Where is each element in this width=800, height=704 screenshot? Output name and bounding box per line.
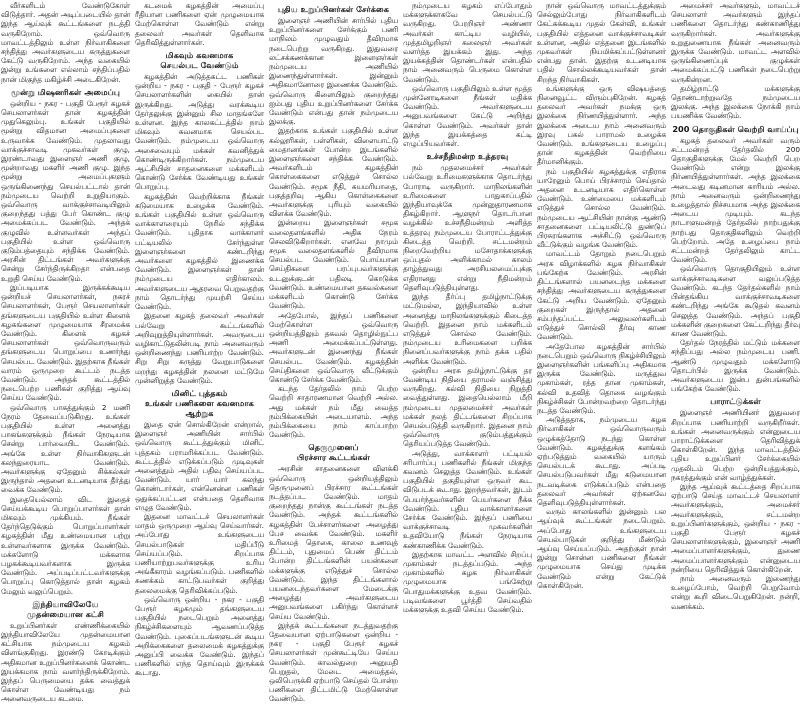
- article-paragraph: இந்த தீர்ப்பு தமிழ்நாட்டுக்கு மட்டுமல்ல, இந்தியாவில் உள்ள அனைத்து மாநிலங்களுக்கும் கிடைத்த வெற்றி. இதனை நாம் மக்களிடம் எடுத்துச் சொல்ல வேண்டும். நம்முடைய உரிமைகளை பறிக்க நினைப்பவர்களுக்கு நாம் தக்க பதில் அளிக்க வேண்டும்.: [403, 292, 532, 366]
- subheading-line: புதிய உறுப்பினர்கள் சேர்க்கை: [277, 4, 390, 14]
- article-paragraph: வரும் காலங்களில் இன்னும் பல ஆய்வுக் கூட்டங்கள் நடைபெறும். அப்போது உங்களுடைய செயல்பாடுகள் குறித்து மீண்டும் ஆய்வு செய்யப்படும். அதற்குள் நான் இன்று சொன்ன பணிகளை நீங்கள் முழுமையாக செய்து முடிக்க வேண்டும் என்று கேட்டுக் கொள்கிறேன்.: [537, 507, 666, 590]
- subheading: [135, 388, 264, 418]
- text-column-2: [135, 0, 264, 678]
- subheading-line: உச்சநீதிமன்ற உத்தரவு: [426, 151, 509, 162]
- text-column-1: [1, 0, 130, 704]
- article-paragraph: தேர்தல் நேரத்தில் மட்டும் மக்களை சந்திப்பது அல்ல நம்முடைய பணி. ஆண்டு முழுவதும் மக்களோடு தொடர்பில் இருக்க வேண்டும். அவர்களுடைய இன்ப துன்பங்களில் பங்கேற்க வேண்டும்.: [671, 338, 800, 394]
- text-column-5: [537, 0, 666, 590]
- article-paragraph: தமிழ்நாட்டு மக்களுக்கு தொண்டாற்றுவதே நம்முடைய இலக்கு. அந்த இலக்கை நோக்கி நாம் பயணிக்க வேண்டும்.: [671, 83, 800, 121]
- subheading-line: செயல்பட வேண்டும்: [160, 60, 239, 71]
- article-paragraph: இந்த ஆய்வுக் கூட்டத்தை சிறப்பாக ஏற்பாடு செய்த மாவட்டச் செயலாளர் அவர்களுக்கும், அமைச்சர் அவர்களுக்கும், சட்டமன்ற உறுப்பினர்களுக்கும், ஒன்றிய - நகர - பகுதி பேரூர் கழகச் செயலாளர்களுக்கும், இளைஞர் அணி அமைப்பாளர்களுக்கும், துணை அமைப்பாளர்களுக்கும் என்னுடைய நன்றியை தெரிவித்துக் கொள்கிறேன்.: [671, 481, 800, 574]
- subheading-line: மினிட் புத்தகம்: [171, 387, 228, 398]
- article-paragraph: உறுப்பினர்கள் எண்ணிக்கையில் இந்தியாவிலேயே முதன்மையான கட்சியாக நம்முடைய கழகம் விளங்குகிறது. இரண்டு கோடிக்கும் அதிகமான உறுப்பினர்களைக் கொண்ட இயக்கமாக நாம் வளர்ந்திருக்கிறோம். இந்தப் பெருமையை தக்க வைத்துக் கொள்ள வேண்டியது நம் அனைவருடைய கடமை.: [1, 620, 130, 704]
- article-paragraph: ஒன்றிய - நகர - பகுதி பேரூர் கழகச் செயலாளர்கள் தான் கழகத்தின் முதுகெலும்பு. உங்கள் பகுதியில் மூன்று விதமான அமைப்புகளை உருவாக்க வேண்டும். முதலாவது வாக்குச்சாவடி முகவர்கள் குழு, இரண்டாவது இளைஞர் அணி குழு, மூன்றாவது மகளிர் அணி குழு. இந்த மூன்று அமைப்புகளும் ஒருங்கிணைந்து செயல்பட்டால் தான் நம்முடைய வெற்றி உறுதியாகும். ஒவ்வொரு வாக்குச்சாவடியிலும் குறைந்தது பத்து பேர் கொண்ட குழு அமைக்கப்பட வேண்டும். அந்தக் குழுவில் உள்ளவர்கள் அந்தப் பகுதியில் உள்ள ஒவ்வொரு குடும்பத்தையும் சந்திக்க வேண்டும். அரசின் திட்டங்கள் அவர்களுக்கு சென்று சேர்ந்திருக்கிறதா என்பதை உறுதி செய்ய வேண்டும்.: [1, 98, 130, 283]
- article-paragraph: அமைச்சர் அவர்களும், மாவட்டச் செயலாளர் அவர்களும் இந்தப் பணிகளை தொடர்ந்து கண்காணித்து வருகிறார்கள். அவர்களுக்கு உறுதுணையாக நீங்கள் அனைவரும் இருக்க வேண்டும். மாவட்ட அளவில் ஒருங்கிணைப்புக் குழுக்கள் அமைக்கப்பட்டு பணிகள் நடைபெற்று வருகின்றன.: [671, 1, 800, 84]
- subheading-line: 200 தொகுதிகள் வெற்றி வாய்ப்பு: [672, 123, 799, 134]
- article-paragraph: அடுத்ததாக, நம்முடைய கழக நிர்வாகிகள் ஒவ்வொருவரும் ஒழுக்கத்தோடு நடந்து கொள்ள வேண்டும். கழகத்துக்கு களங்கம் ஏற்படுத்தும் வகையில் யாரும் செயல்படக் கூடாது. அப்படி செயல்படுபவர்கள் மீது கடுமையான நடவடிக்கை எடுக்கப்படும் என்பதை தலைவர் அவர்கள் ஏற்கனவே தெளிவுபடுத்தியுள்ளார்கள்.: [537, 415, 666, 507]
- article-paragraph: இதற்காக உங்கள் பகுதியில் உள்ள கல்லூரிகள், பள்ளிகள், விளையாட்டு மைதானங்கள் போன்ற இடங்களில் இளைஞர்களை சந்திக்க வேண்டும். அவர்களிடம் கழகத்தின் கொள்கைகளை எடுத்துச் சொல்ல வேண்டும். சமூக நீதி, சுயமரியாதை, பகுத்தறிவு ஆகிய கொள்கைகளை அவர்களுக்கு புரியும் வகையில் விளக்க வேண்டும்.: [269, 126, 398, 219]
- subheading-line: பிரச்சார கூட்டங்கள்: [296, 452, 371, 463]
- article-paragraph: கழகத்தின் அடுத்தகட்ட பணிகள் ஒன்றிய - நகர - பகுதி - பேரூர் கழகச் செயலாளர்களின் கையில் தான் இருக்கிறது. அடுத்து வரக்கூடிய தேர்தலுக்கு இன்னும் சில மாதங்களே உள்ளன. இந்த காலகட்டத்தில் நாம் மிகவும் கவனமாக செயல்பட வேண்டும். நம்முடைய ஒவ்வொரு அசைவையும் மக்கள் கவனித்துக் கொண்டிருக்கிறார்கள். நம்முடைய ஆட்சியின் சாதனைகளை மக்களிடம் கொண்டு சேர்க்க வேண்டியது உங்கள் பொறுப்பு.: [135, 72, 264, 192]
- article-paragraph: இளைஞர் அணியினர் இதுவரை சிறப்பாக பணியாற்றி வருகிறீர்கள். உங்கள் அனைவருக்கும் என்னுடைய பாராட்டுக்களை தெரிவித்துக் கொள்கிறேன். இந்த மாவட்டத்தில் புதிய உறுப்பினர் சேர்க்கையில் முதலிடம் பெற்ற ஒன்றியத்துக்கும், நகரத்துக்கும் என் வாழ்த்துக்கள்.: [671, 408, 800, 482]
- article-paragraph: அதேபோல கழகத்தின் சார்பில் நடைபெறும் ஒவ்வொரு நிகழ்ச்சியிலும் இளைஞர்களின் பங்களிப்பு அதிகமாக இருக்க வேண்டும். மருத்துவ முகாம்கள், ரத்த தான முகாம்கள், கல்வி உதவித் தொகை வழங்கும் நிகழ்ச்சிகள் போன்றவற்றை தொடர்ந்து நடத்த வேண்டும்.: [537, 341, 666, 415]
- article-paragraph: இந்தக் கூட்டங்களை நடத்துவதற்கு தேவையான ஏற்பாடுகளை ஒன்றிய - நகர - பகுதி பேரூர் கழகச் செயலாளர்கள் முன்கூட்டியே செய்ய வேண்டும். காவல்துறை அனுமதி பெறுதல், மேடை அமைத்தல், ஒலிபெருக்கி ஏற்பாடு செய்தல் போன்ற பணிகளை திட்டமிட்டு மேற்கொள்ள வேண்டும்.: [269, 620, 398, 704]
- article-paragraph: கழகத் தலைவர் அவர்கள் வரும் சட்டமன்றத் தேர்தலில் 200 தொகுதிகளுக்கு மேல் வெற்றி பெற வேண்டும் என்று இலக்கு நிர்ணயித்துள்ளார்கள். அந்த இலக்கை அடைவது கடினமான காரியம் அல்ல. நாம் அனைவரும் ஒன்றிணைந்து உழைத்தால் நிச்சயமாக அந்த இலக்கை அடைய முடியும். கடந்த நாடாளுமன்றத் தேர்தலில் நாற்பதுக்கு நாற்பது தொகுதிகளிலும் வெற்றி பெற்றோம். அதே உழைப்பை நாம் சட்டமன்றத் தேர்தலிலும் காட்ட வேண்டும்.: [671, 135, 800, 265]
- article-paragraph: அரசின் சாதனைகளை விளக்கி ஒவ்வொரு ஒன்றியத்திலும் தெருமுனைப் பிரச்சார கூட்டங்கள் நடத்தப்பட வேண்டும். மாதம் குறைந்தது நான்கு கூட்டங்கள் நடத்த வேண்டும். அந்தக் கூட்டங்களில் கழகத்தின் பேச்சாளர்களை அழைத்து பேச வைக்க வேண்டும். மகளிர் உரிமைத் தொகை, காலை உணவுத் திட்டம், புதுமைப் பெண் திட்டம் போன்ற திட்டங்களின் பயன்களை மக்களுக்கு எடுத்துச் சொல்ல வேண்டும். இந்த திட்டங்களால் பயனடைந்தவர்களை மேடைக்கு அழைத்து அவர்களுடைய அனுபவங்களை பகிர்ந்து கொள்ளச் செய்ய வேண்டும்.: [269, 464, 398, 621]
- text-column-4: [403, 0, 532, 614]
- article-paragraph: இதனை மாவட்டச் செயலாளர்கள் மாதம் ஒருமுறை ஆய்வு செய்வார்கள். அப்போது உங்களுடைய செயல்பாடுகள் மதிப்பீடு செய்யப்படும். சிறப்பாக பணியாற்றுபவர்களுக்கு உரிய அங்கீகாரம் வழங்கப்படும். பணிகளில் சுணக்கம் காட்டுபவர்கள் குறித்து தலைமைக்கு தெரிவிக்கப்படும்.: [135, 511, 264, 595]
- subheading: [403, 151, 532, 161]
- article-paragraph: ஒவ்வொரு ஒன்றிய - நகர - பகுதி பேரூர் கழகமும் தங்களுடைய பகுதியில் நடைபெறும் அனைத்து நிகழ்ச்சிகளையும் ஆவணப்படுத்த வேண்டும். புகைப்படங்களுடன் கூடிய அறிக்கைகளை தலைமைக் கழகத்துக்கு அனுப்பி வைக்க வேண்டும். இந்தப் பணிகளில் எந்த தொய்வும் இருக்கக் கூடாது.: [135, 594, 264, 678]
- subheading-line: முதன்மையான கட்சி: [27, 608, 104, 619]
- subheading: [671, 124, 800, 134]
- subheading-line: பாராட்டுக்கள்: [710, 396, 761, 407]
- article-paragraph: இதை ஏன் சொல்கிறேன் என்றால், இளைஞர் அணியின் சார்பில் ஒவ்வொரு கூட்டத்துக்கும் மினிட் புத்தகம் பராமரிக்கப்பட வேண்டும். கூட்டத்தில் எடுக்கப்படும் முடிவுகள் அனைத்தும் அதில் பதிவு செய்யப்பட வேண்டும். யார் யார் கலந்து கொண்டார்கள், என்னென்ன பணிகள் ஒதுக்கப்பட்டன என்பதை தெளிவாக எழுத வேண்டும்.: [135, 419, 264, 512]
- article-paragraph: மாவட்டம் தோறும் நடைபெறும் அரசு விழாக்களில் கழக நிர்வாகிகள் பங்கேற்க வேண்டும். அரசின் திட்டங்களால் பயனடைந்த மக்களை சந்தித்து அவர்களுடைய கருத்துகளை கேட்டு அறிய வேண்டும். ஏதேனும் குறைகள் இருந்தால் அதனை சம்பந்தப்பட்ட அலுவலர்களிடம் எடுத்துச் சொல்லி தீர்வு காண வேண்டும்.: [537, 249, 666, 342]
- text-column-3: [269, 0, 398, 704]
- article-paragraph: ஒவ்வொரு பாகத்துக்கும் 2 மணி நேரம் தேவைப்படுகிறது. உங்கள் பகுதியில் உள்ள அனைத்து பாகங்களுக்கும் நீங்கள் நேரடியாக சென்று பார்வையிட வேண்டும். அங்கே உள்ள நிர்வாகிகளுடன் கலந்துரையாட வேண்டும். அவர்களுக்கு ஏதேனும் சிக்கல்கள் இருந்தால் அதனை உடனடியாக தீர்த்து வைக்க வேண்டும்.: [1, 402, 130, 495]
- article-paragraph: கடந்த தேர்தலில் நாம் பெற்ற வெற்றி சாதாரணமான வெற்றி அல்ல. அது மக்கள் நம் மீது வைத்த நம்பிக்கையின் அடையாளம். அந்த நம்பிக்கையை நாம் காப்பாற்ற வேண்டும்.: [269, 384, 398, 440]
- article-paragraph: கழகத்தின் வெற்றிக்காக நீங்கள் கடுமையாக உழைக்க வேண்டும். உங்கள் பகுதியில் உள்ள ஒவ்வொரு வாக்காளரையும் நேரில் சந்திக்க வேண்டும். புதிதாக வாக்காளர் பட்டியலில் சேர்ந்துள்ள இளைஞர்களை கண்டறிந்து அவர்களை கழகத்தில் இணைக்க வேண்டும். இளைஞர்கள் தான் நம்முடைய எதிர்காலம். அவர்களுடைய ஆதரவை பெறுவதற்கு நாம் தொடர்ந்து முயற்சி செய்ய வேண்டும்.: [135, 191, 264, 312]
- article-paragraph: நான் ஒவ்வொரு மாவட்டத்துக்கும் செல்லும்போது நிர்வாகிகளிடம் கேட்கக்கூடிய முதல் கேள்வி, உங்கள் பகுதியில் எத்தனை வாக்குச்சாவடிகள் உள்ளன, அதில் எத்தனை இடங்களில் முகவர்கள் நியமிக்கப்பட்டுள்ளனர் என்பது தான். இதற்கு உடனடியாக பதில் சொல்லக்கூடியவர்கள் தான் சிறந்த நிர்வாகிகள்.: [537, 1, 666, 84]
- article-paragraph: ஒன்றிய அரசு தமிழ்நாட்டுக்கு தர வேண்டிய நிதியை தராமல் வஞ்சித்து வருகிறது. கல்வி நிதியை நிறுத்தி வைத்துள்ளது. இதையெல்லாம் மீறி நம்முடைய முதலமைச்சர் அவர்கள் மக்கள் நலத் திட்டங்களை சிறப்பாக செயல்படுத்தி வருகிறார். இதனை நாம் ஒவ்வொரு குடும்பத்துக்கும் தெரியப்படுத்த வேண்டும்.: [403, 365, 532, 449]
- article-paragraph: இப்படியாக இருக்கக்கூடிய ஒன்றியச் செயலாளர்கள், நகரச் செயலாளர்கள், பேரூர் செயலாளர்கள் தங்களுடைய பகுதியில் உள்ள கிளைக் கழகங்களை முழுமையாக சீரமைக்க வேண்டும். கிளைக் கழகச் செயலாளர்கள் ஒவ்வொருவரும் தங்களுடைய பொறுப்பை உணர்ந்து செயல்பட வேண்டும். இதற்காக நீங்கள் வாரம் ஒருமுறை கூட்டம் நடத்த வேண்டும். அந்தக் கூட்டத்தில் நடைபெற்ற பணிகள் குறித்து ஆய்வு செய்ய வேண்டும்.: [1, 282, 130, 403]
- article-paragraph: இளைஞர் அணியின் சார்பில் புதிய உறுப்பினர்களை சேர்க்கும் பணி மாநிலம் முழுவதும் தீவிரமாக நடைபெற்று வருகிறது. இதுவரை லட்சக்கணக்கான இளைஞர்கள் நம்முடைய அணியில் இணைந்துள்ளார்கள். இன்னும் அதிகமானோரை இணைக்க வேண்டும். ஒவ்வொரு கிளையிலும் குறைந்தது ஐம்பது புதிய உறுப்பினர்களை சேர்க்க வேண்டும் என்பது தான் நம்முடைய இலக்கு.: [269, 16, 398, 127]
- article-paragraph: இதனை கழகத் தலைவர் அவர்கள் பல்வேறு கூட்டங்களில் அறிவுறுத்தியுள்ளார்கள். அவருடைய வழிகாட்டுதலின்படி நாம் அனைவரும் ஒன்றிணைந்து பணியாற்ற வேண்டும். சிறு சிறு கருத்து வேறுபாடுகளை மறந்து கழகத்தின் நலனை மட்டுமே முன்னிறுத்த வேண்டும்.: [135, 311, 264, 385]
- article-paragraph: அதேபோல், இந்தப் பணிகளை மேற்கொள்ள ஒவ்வொரு ஒன்றியத்திலும் தகவல் தொழில்நுட்ப அணி அமைக்கப்பட்டுள்ளது. அவர்களுடன் இணைந்து நீங்கள் செயல்பட வேண்டும். கழகத்தின் செய்திகளை ஒவ்வொரு வீட்டுக்கும் கொண்டு சேர்க்க வேண்டும்.: [269, 310, 398, 384]
- article-paragraph: அடுத்து, வாக்காளர் பட்டியல் சரிபார்ப்பு பணிகளில் நீங்கள் மிகுந்த கவனம் செலுத்த வேண்டும். உங்கள் பகுதியில் தகுதியுள்ள ஒருவர் கூட விடுபடக் கூடாது. இறந்தவர்கள், இடம் பெயர்ந்தவர்களின் பெயர்களை நீக்க வேண்டும். புதிய வாக்காளர்களை சேர்க்க வேண்டும். இந்தப் பணியை வாக்குச்சாவடி முகவர்களின் உதவியோடு நீங்கள் நேரடியாக கண்காணிக்க வேண்டும்.: [403, 448, 532, 550]
- article-paragraph: உங்களுக்கு ஒரு விஷயத்தை நினைவூட்ட விரும்புகிறேன். கழகத் தலைவர் அவர்கள் நமக்கு ஒரு இலக்கை நிர்ணயித்துள்ளார். அந்த இலக்கை அடைய நாம் அனைவரும் இரவு பகல் பாராமல் உழைக்க வேண்டும். உங்களுடைய உழைப்பு தான் கழகத்தின் வெற்றியை தீர்மானிக்கும்.: [537, 83, 666, 167]
- subheading: [135, 50, 264, 70]
- article-paragraph: இதையெல்லாம் விட இதைச் செய்யக்கூடிய பொறுப்பாளர்கள் தான் மிகவும் முக்கியம். நீங்கள் தேர்ந்தெடுக்கும் பொறுப்பாளர்கள் கழகத்தின் மீது உண்மையான பற்று உள்ளவர்களாக இருக்க வேண்டும். மக்களோடு மக்களாக பழகக்கூடியவர்களாக இருக்க வேண்டும். அப்படிப்பட்டவர்களுக்கு பொறுப்பு கொடுத்தால் தான் கழகம் மேலும் வலுப்பெறும்.: [1, 494, 130, 596]
- article-paragraph: நம் பகுதியில் கழகத்துக்கு எதிராக யாரேனும் பொய் பிரச்சாரம் செய்தால் அதனை உடனடியாக எதிர்கொள்ள வேண்டும். உண்மையை மக்களிடம் எடுத்துச் சொல்ல வேண்டும். நம்முடைய ஆட்சியின் நான்கு ஆண்டு சாதனைகளை பட்டியலிட்டு துண்டுப் பிரசுரங்களாக அச்சிட்டு ஒவ்வொரு வீட்டுக்கும் வழங்க வேண்டும்.: [537, 166, 666, 250]
- article-paragraph: வீர்களிடம் வேண்டுகோள் விடுத்தார். அதன் அடிப்படையில் தான் இந்த ஆய்வுக் கூட்டங்களை நடத்தி வருகிறோம். ஒவ்வொரு மாவட்டத்திலும் உள்ள நிர்வாகிகளை சந்தித்து அவர்களுடைய கருத்துகளை கேட்டு வருகிறோம். அந்த வகையில் இன்று உங்களை எல்லாம் சந்திப்பதில் நான் மிகுந்த மகிழ்ச்சி அடைகிறேன்.: [1, 1, 130, 84]
- subheading-line: மிகவும் கவனமாக: [165, 50, 234, 61]
- article-paragraph: கடமைக் கழகத்தின் அமைப்பு ரீதியான பணிகளை ஏன் முழுமையாக மேற்கொள்ள வேண்டும் என்று தலைவர் அவர்கள் தெளிவாக தெரிவித்துள்ளார்கள்.: [135, 1, 264, 47]
- article-paragraph: நம்முடைய கழகம் எப்போதும் மக்களுக்காகவே செயல்பட்டு வருகிறது. பேரறிஞர் அண்ணா அவர்கள் காட்டிய வழியில், முத்தமிழறிஞர் கலைஞர் அவர்கள் வளர்த்த இயக்கம் இது. அந்த இயக்கத்தின் தொண்டர்கள் என்பதில் நாம் அனைவரும் பெருமை கொள்ள வேண்டும்.: [403, 1, 532, 84]
- article-paragraph: இன்றைய இளைஞர்கள் சமூக வலைதளங்களில் அதிக நேரம் செலவிடுகிறார்கள். எனவே நாமும் சமூக வலைதளங்களில் தீவிரமாக செயல்பட வேண்டும். பொய்யான செய்திகளை பரப்புபவர்களுக்கு உடனுக்குடன் பதிலடி கொடுக்க வேண்டும். உண்மையான தகவல்களை மக்களிடம் கொண்டு சேர்க்க வேண்டும்.: [269, 218, 398, 311]
- subheading-line: மூன்று மிஷனரிகள் அமைப்பு: [11, 86, 120, 97]
- subheading: [671, 396, 800, 406]
- article-paragraph: நம் முதலமைச்சர் அவர்கள் பல்வேறு உரிமைகளுக்காக தொடர்ந்து போராடி வருகிறார். மாநிலங்களின் உரிமைகளை பாதுகாப்பதில் இந்தியாவுக்கே முன்னுதாரணமாக திகழ்கிறார். ஆளுநர் தொடர்பான வழக்கில் உச்சநீதிமன்றம் அளித்த உத்தரவு நம்முடைய போராட்டத்துக்கு கிடைத்த வெற்றி. சட்டமன்றம் நிறைவேற்றிய மசோதாக்களுக்கு ஒப்புதல் அளிக்காமல் காலம் தாழ்த்துவது அரசியலமைப்புக்கு எதிரானது என்று நீதிமன்றம் தெளிவுபடுத்தியுள்ளது.: [403, 163, 532, 292]
- subheading: [1, 599, 130, 619]
- article-paragraph: இதற்காக மாவட்ட அளவில் சிறப்பு முகாம்கள் நடத்தப்படும். அந்த முகாம்களில் கழக நிர்வாகிகள் முழுமையாக பங்கேற்று பொதுமக்களுக்கு உதவ வேண்டும். படிவங்களை பூர்த்தி செய்வதில் மக்களுக்கு உதவி செய்ய வேண்டும்.: [403, 549, 532, 614]
- subheading-line: தெருமுனைப்: [308, 442, 359, 453]
- subheading-line: உங்கள் பணிகளை கவனமாக ஆற்றுக: [145, 397, 254, 418]
- subheading: [269, 442, 398, 462]
- article-paragraph: நாம் அனைவரும் இணைந்து உழைப்போம், வெற்றி பெறுவோம் என்று கூறி விடைபெறுகிறேன். நன்றி, வணக்கம்.: [671, 573, 800, 611]
- subheading: [1, 87, 130, 97]
- subheading: [269, 4, 398, 14]
- subheading-line: இந்தியாவிலேயே: [32, 598, 99, 609]
- article-paragraph: ஒவ்வொரு பகுதியிலும் உள்ள மூத்த முன்னோடிகளை நீங்கள் மதிக்க வேண்டும். அவர்களுடைய அனுபவங்களை கேட்டு அறிந்து கொள்ள வேண்டும். அவர்கள் தான் இந்த இயக்கத்தை கட்டி எழுப்பியவர்கள்.: [403, 83, 532, 149]
- text-column-6: [671, 0, 800, 611]
- article-paragraph: ஒவ்வொரு தொகுதியிலும் உள்ள வாக்குச்சாவடிகளை வலுப்படுத்த வேண்டும். கடந்த தேர்தல்களில் நாம் பின்தங்கிய வாக்குச்சாவடிகளை கண்டறிந்து அங்கே கூடுதல் கவனம் செலுத்த வேண்டும். அந்தப் பகுதி மக்களின் குறைகளை கேட்டறிந்து தீர்வு காண வேண்டும்.: [671, 264, 800, 338]
